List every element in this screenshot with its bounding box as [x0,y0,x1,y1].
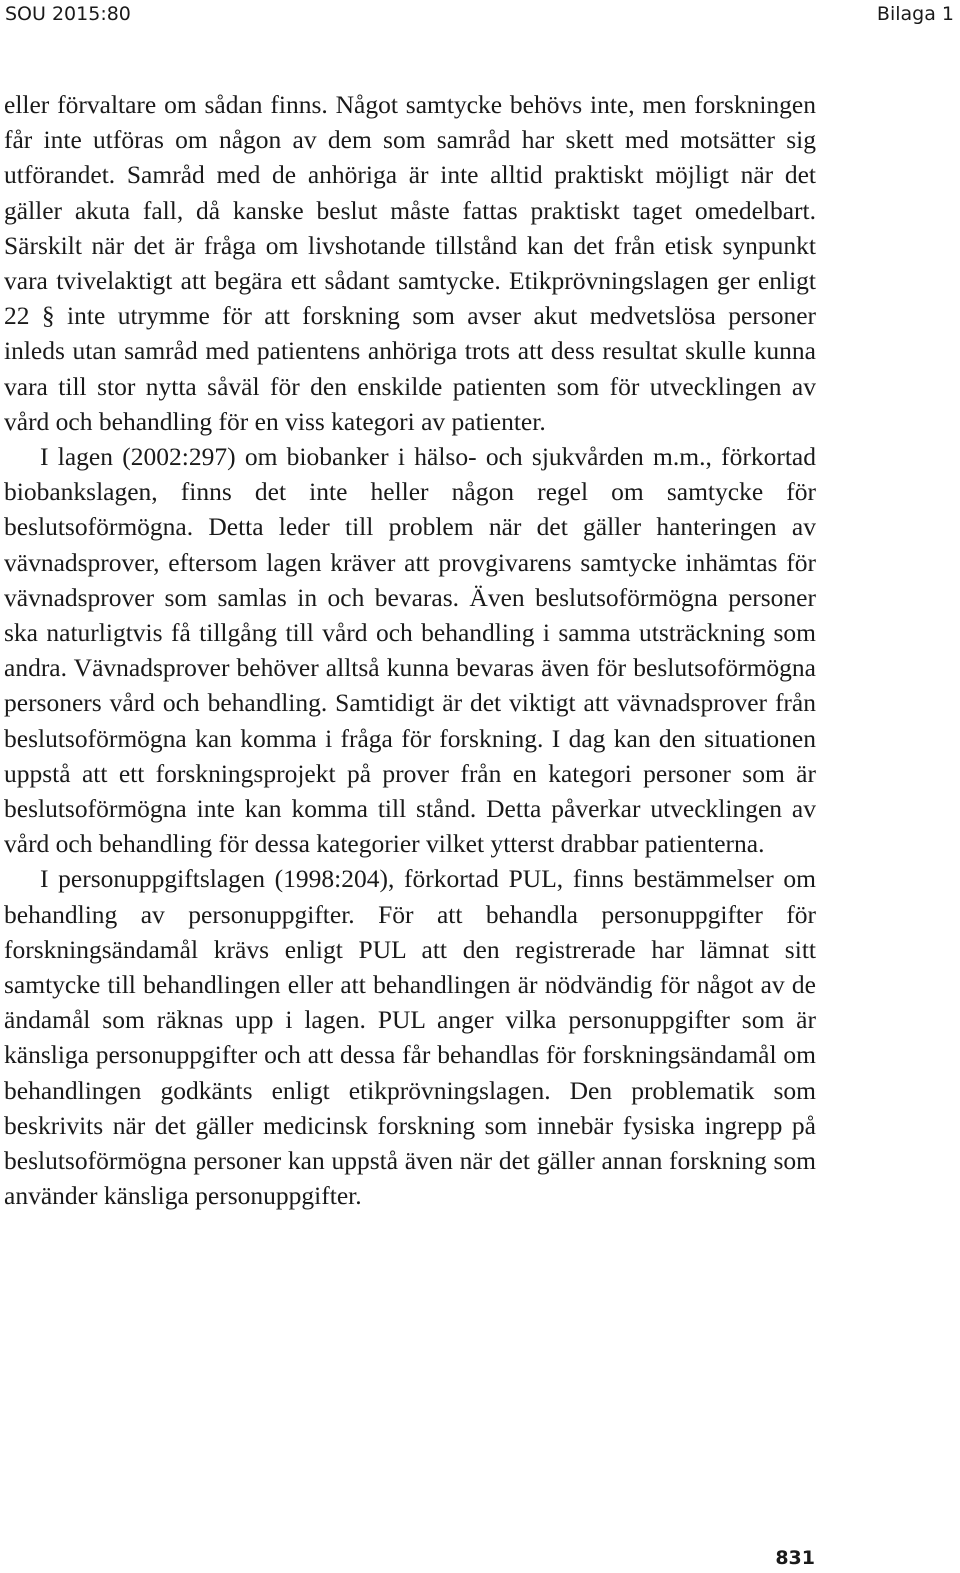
page-header [0,0,960,28]
paragraph-consent-emergency: eller förvaltare om sådan finns. Något samtycke behövs inte, men forskningen får inte utföras om någon av dem som samråd har skett med motsätter sig utförandet. Samråd med de anhöriga är inte alltid praktiskt möjligt när det gäller akuta fall, då kanske beslut måste fattas praktiskt taget omedelbart. Särskilt när det är fråga om livshotande tillstånd kan det från etisk synpunkt vara tvivelaktigt att begära ett sådant samtycke. Etikprövningslagen ger enligt 22 § inte utrymme för att forskning som avser akut medvetslösa personer inleds utan samråd med patientens anhöriga trots att dess resultat skulle kunna vara till stor nytta såväl för den enskilde patienten som för utvecklingen av vård och behandling för en viss kategori av patienter. [4,90,816,436]
body-text [4,87,816,1214]
paragraph-biobank-law: I lagen (2002:297) om biobanker i hälso- och sjukvården m.m., förkortad biobankslagen, finns det inte heller någon regel om samtycke för beslutsoförmögna. Detta leder till problem när det gäller hanteringen av vävnadsprover, eftersom lagen kräver att provgivarens samtycke inhämtas för vävnadsprover som samlas in och bevaras. Även beslutsoförmögna personer ska naturligtvis få tillgång till vård och behandling i samma utsträckning som andra. Vävnadsprover behöver alltså kunna bevaras även för beslutsoförmögna personers vård och behandling. Samtidigt är det viktigt att vävnadsprover från beslutsoförmögna kan komma i fråga för forskning. I dag kan den situationen uppstå att ett forskningsprojekt på prover från en kategori personer som är beslutsoförmögna inte kan komma till stånd. Detta påverkar utvecklingen av vård och behandling för dessa kategorier vilket ytterst drabbar patienterna. [4,442,816,859]
appendix-label: Bilaga 1 [876,3,954,25]
document-reference: SOU 2015:80 [5,3,131,25]
page-number: 831 [775,1547,815,1569]
paragraph-personal-data-law: I personuppgiftslagen (1998:204), förkortad PUL, finns bestämmelser om behandling av personuppgifter. För att behandla personuppgifter för forskningsändamål krävs enligt PUL att den registrerade har lämnat sitt samtycke till behandlingen eller att behandlingen är nödvändig för något av de ändamål som räknas upp i lagen. PUL anger vilka personuppgifter som är känsliga personuppgifter och att dessa får behandlas för forskningsändamål om behandlingen godkänts enligt etikprövningslagen. Den problematik som beskrivits när det gäller medicinsk forskning som innebär fysiska ingrepp på beslutsoförmögna personer kan uppstå även när det gäller annan forskning som använder känsliga personuppgifter. [4,864,816,1211]
